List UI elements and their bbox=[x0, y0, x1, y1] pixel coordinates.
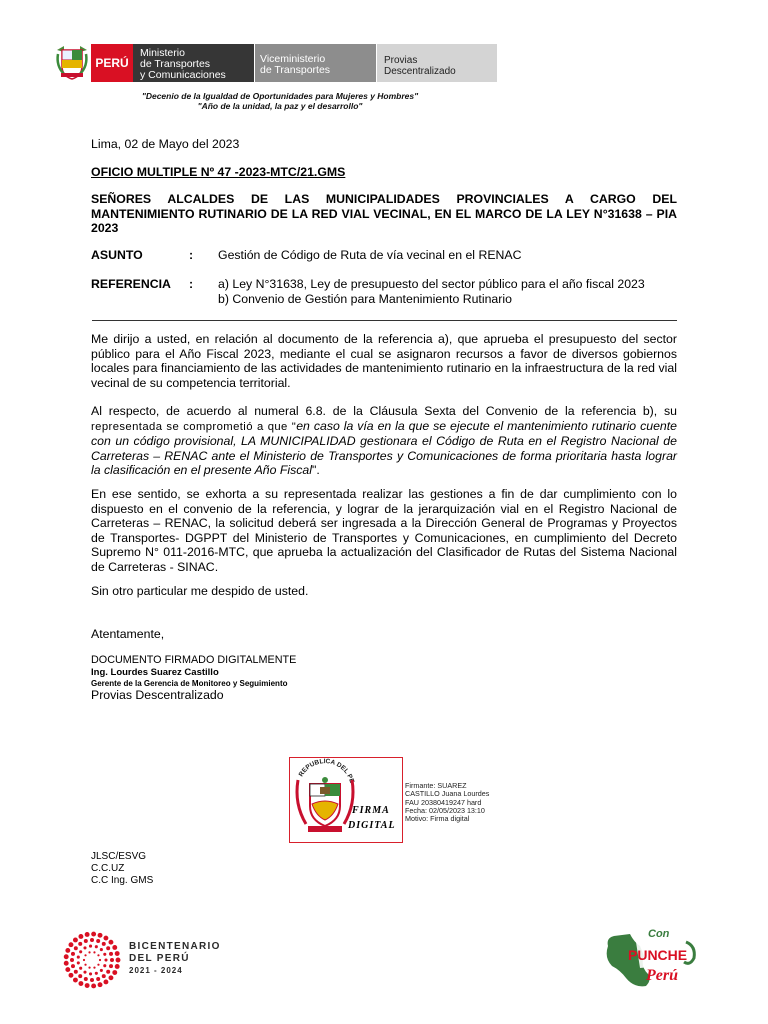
section-divider bbox=[92, 320, 677, 321]
agency-line: Provias bbox=[384, 55, 418, 66]
bicentennial-logo-icon bbox=[62, 930, 122, 990]
signature-meta-line: FAU 20380419247 hard bbox=[405, 797, 482, 807]
decade-motto: "Decenio de la Igualdad de Oportunidades para Mujeres y Hombres" bbox=[141, 91, 419, 101]
reference-codes bbox=[91, 851, 153, 888]
signer-organization: Provias Descentralizado bbox=[91, 688, 224, 702]
reference-colon: : bbox=[189, 277, 194, 291]
reference-code: JLSC/ESVG bbox=[91, 851, 147, 862]
peru-coat-of-arms-logo bbox=[54, 44, 90, 82]
reference-code: C.C.UZ bbox=[91, 863, 125, 875]
body-paragraph-3: En ese sentido, se exhorta a su representada realizar las gestiones a fin de dar cumplimiento con lo dispuesto en el convenio de la referencia, y lograr de la jerarquización vial en el Registro Nacional de Carreteras – RENAC, la solicitud deberá ser ingresada a la Dirección General de Programas y Proyectos de Transportes- DGPPT del Ministerio de Transportes y Comunicaciones, en cumplimiento del Decreto Supremo N° 011-2016-MTC, que aprueba la actualización del Clasificador de Rutas del Sistema Nacional de Carreteras - SINAC. bbox=[91, 487, 677, 574]
signature-meta-line: Fecha: 02/05/2023 13:10 bbox=[405, 805, 485, 815]
addressee: SEÑORES ALCALDES DE LAS MUNICIPALIDADES PROVINCIALES A CARGO DEL MANTENIMIENTO RUTINARIO DE LA RED VIAL VECINAL, EN EL MARCO DE LA LEY N°31638 – PIA 2023 bbox=[91, 192, 677, 235]
signature-meta-line: Firmante: SUAREZ bbox=[405, 781, 467, 790]
ministry-block bbox=[133, 44, 254, 82]
salutation: Atentamente, bbox=[91, 627, 165, 641]
country-label: PERÚ bbox=[95, 56, 129, 70]
ministry-line: de Transportes bbox=[140, 58, 211, 70]
agency-block bbox=[377, 44, 497, 82]
ministry-line: Ministerio bbox=[140, 47, 185, 59]
signer-position: Gerente de la Gerencia de Monitoreo y Seguimiento bbox=[91, 679, 288, 688]
place-date: Lima, 02 de Mayo del 2023 bbox=[91, 137, 240, 151]
stamp-label-firma: FIRMA bbox=[352, 805, 390, 816]
vice-ministry-line: de Transportes bbox=[260, 64, 331, 76]
signature-meta-line: CASTILLO Juana Lourdes bbox=[405, 789, 490, 799]
paragraph-2-commitment: representada se comprometió a que " bbox=[91, 420, 297, 433]
paragraph-2-intro: Al respecto, de acuerdo al numeral 6.8. de la Cláusula Sexta del Convenio de la referencia b), su bbox=[91, 404, 677, 418]
vice-ministry-block bbox=[255, 44, 376, 82]
digital-signature-stamp bbox=[289, 757, 403, 843]
reference-label: REFERENCIA bbox=[91, 277, 171, 291]
reference-row bbox=[91, 277, 677, 306]
agency-line: Descentralizado bbox=[384, 66, 456, 77]
signer-name: Ing. Lourdes Suarez Castillo bbox=[91, 667, 219, 678]
reference-list bbox=[218, 277, 677, 306]
bicentennial-line: DEL PERÚ bbox=[129, 953, 190, 964]
paragraph-2-end: ". bbox=[312, 463, 320, 477]
subject-row bbox=[91, 248, 677, 263]
bicentennial-years: 2021 - 2024 bbox=[129, 966, 183, 975]
stamp-label-digital: DIGITAL bbox=[348, 820, 396, 831]
campaign-word-peru: Perú bbox=[646, 967, 678, 984]
subject-value: Gestión de Código de Ruta de vía vecinal en el RENAC bbox=[218, 248, 522, 262]
bicentennial-line: BICENTENARIO bbox=[129, 941, 221, 952]
body-paragraph-2 bbox=[91, 404, 677, 478]
signature-meta-line: Motivo: Firma digital bbox=[405, 814, 470, 824]
subject-label: ASUNTO bbox=[91, 248, 143, 262]
year-motto: "Año de la unidad, la paz y el desarrollo" bbox=[197, 101, 363, 111]
seal-arc-text: REPUBLICA DEL PE bbox=[297, 758, 356, 784]
campaign-word-punche: PUNCHE bbox=[628, 947, 688, 963]
con-punche-peru-logo bbox=[600, 922, 704, 992]
signature-metadata bbox=[405, 782, 489, 823]
reference-item: b) Convenio de Gestión para Mantenimiento Rutinario bbox=[218, 291, 512, 306]
peru-brand-block bbox=[91, 44, 133, 82]
digital-signature-note: DOCUMENTO FIRMADO DIGITALMENTE bbox=[91, 654, 297, 666]
body-paragraph-1: Me dirijo a usted, en relación al documento de la referencia a), que aprueba el presupuesto del sector público para el Año Fiscal 2023, mediante el cual se asignaron recursos a favor de diversos gobiernos locales para financiamiento de las actividades de mantenimiento rutinario en la infraestructura de la red vial vecinal de su competencia territorial. bbox=[91, 332, 677, 390]
campaign-word-con: Con bbox=[648, 928, 670, 940]
bicentennial-text bbox=[129, 941, 221, 977]
subject-colon: : bbox=[189, 248, 194, 262]
document-number: OFICIO MULTIPLE Nº 47 -2023-MTC/21.GMS bbox=[91, 165, 346, 179]
reference-code: C.C Ing. GMS bbox=[91, 875, 154, 887]
paragraph-2-quote: en caso la vía en la que se ejecute el mantenimiento rutinario cuente con un código provisional, LA MUNICIPALIDAD gestionara el Código de Ruta en el Registro Nacional de Carreteras – RENAC ante el Ministerio de Transportes y Comunicaciones de forma prioritaria hasta lograr la clasificación en el presente Año Fiscal bbox=[91, 418, 678, 477]
ministry-line: y Comunicaciones bbox=[140, 69, 226, 81]
reference-item: a) Ley N°31638, Ley de presupuesto del sector público para el año fiscal 2023 bbox=[218, 277, 645, 291]
closing-line: Sin otro particular me despido de usted. bbox=[91, 584, 309, 598]
vice-ministry-line: Viceministerio bbox=[260, 53, 326, 65]
